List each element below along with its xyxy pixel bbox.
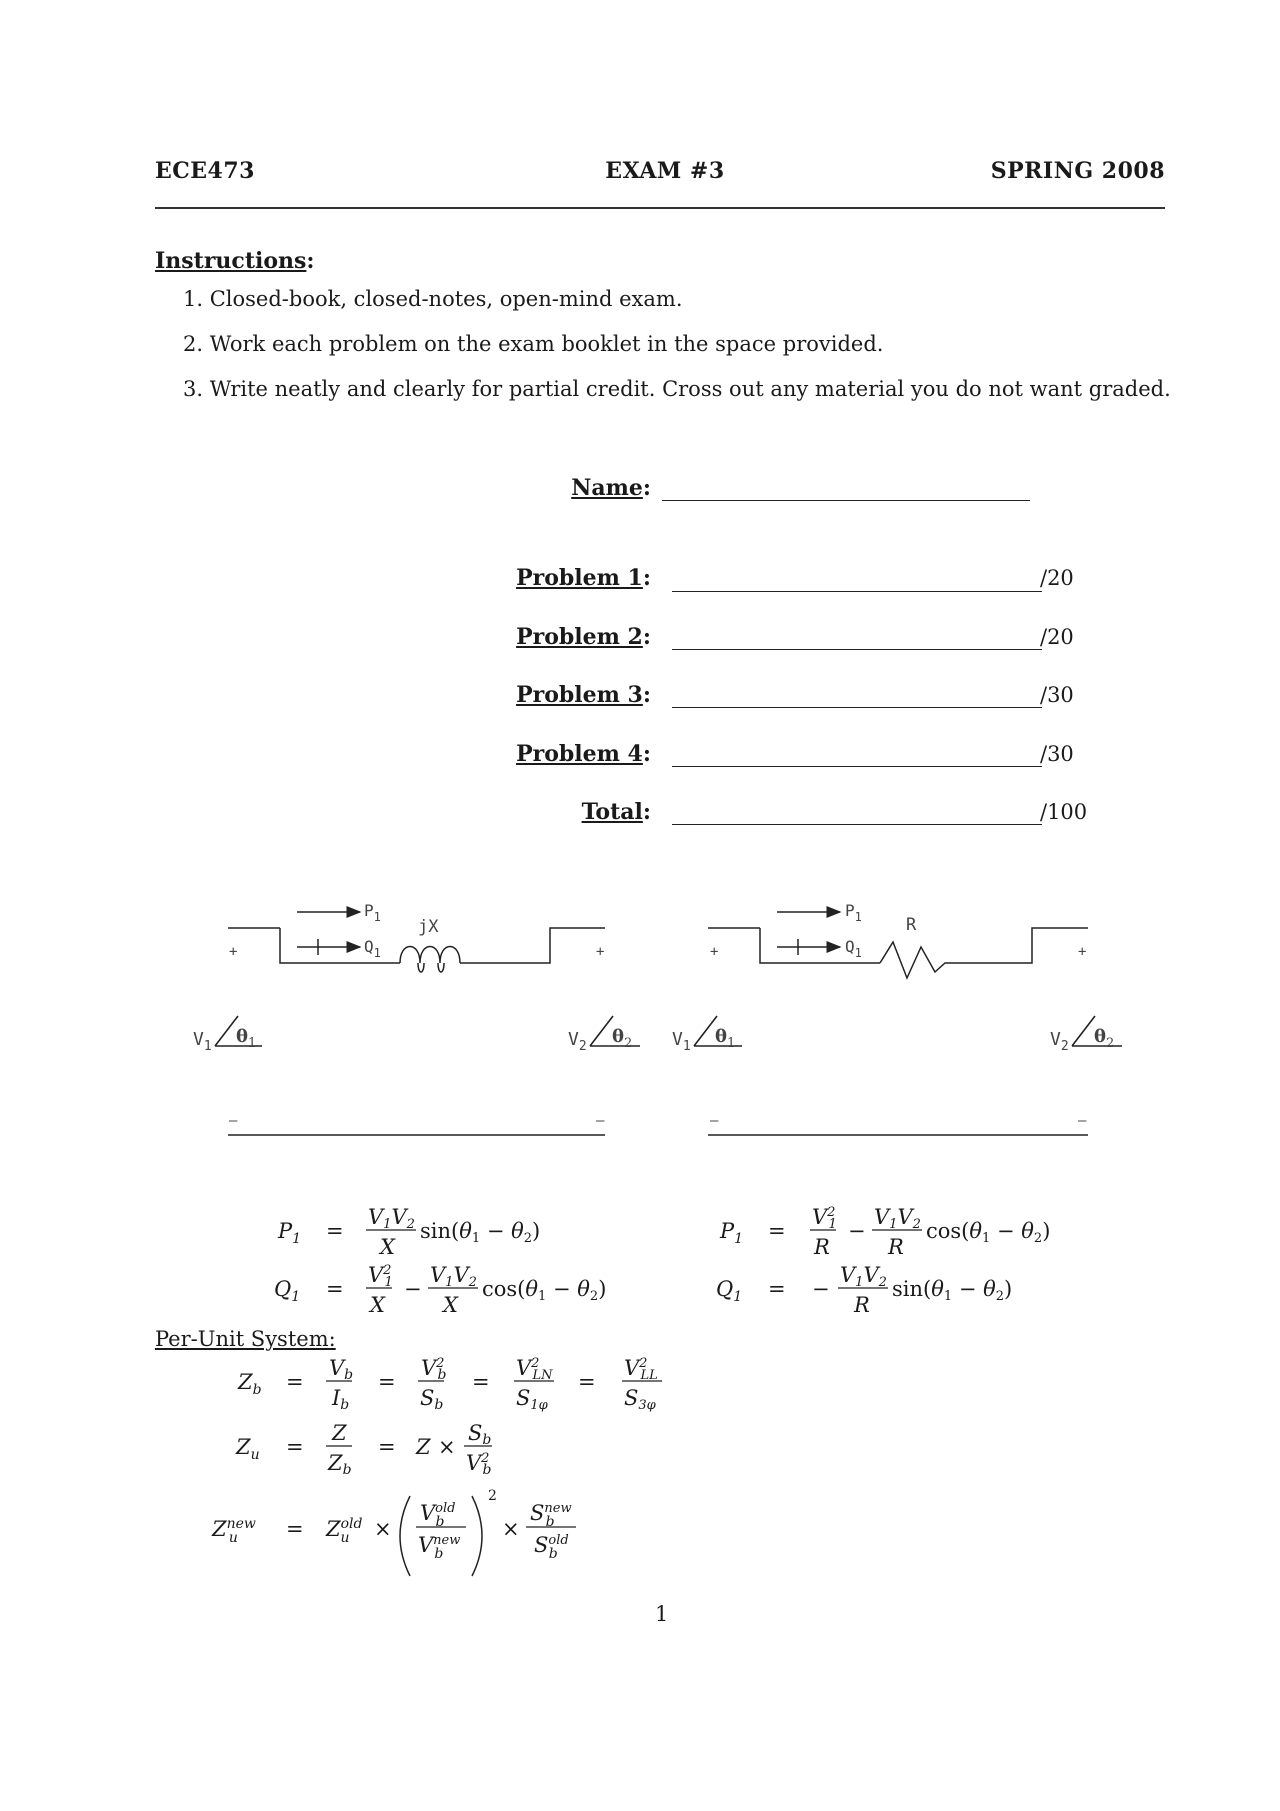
svg-text:Q1: $Q_1$ <box>274 1277 301 1305</box>
svg-text:Znewu: $Z^{new}$ u <box>212 1516 256 1546</box>
svg-text:sin(θ1 − θ2): sin(θ1 − θ2) <box>892 1277 1013 1304</box>
problem-4-max: /30 <box>1040 742 1074 766</box>
q1-label: $Q_1$ <box>845 937 862 960</box>
problem-2-label: Problem 2: <box>516 624 651 650</box>
problem-1-max: /20 <box>1040 566 1074 590</box>
svg-text:R: R <box>814 1235 830 1259</box>
svg-text:Zb: Zb <box>328 1451 352 1478</box>
svg-text:Sb: Sb <box>420 1386 444 1413</box>
name-label: Name: <box>571 475 651 501</box>
svg-text:V2LN: $V^2$ LN <box>516 1356 553 1383</box>
svg-text:Soldb: $S^{old}$ b <box>534 1533 569 1562</box>
svg-text:Zu: $Z_u$ <box>236 1435 260 1463</box>
per-unit-equations <box>0 1350 1280 1590</box>
svg-text:=: = <box>326 1277 344 1301</box>
problem-3-max: /30 <box>1040 683 1074 707</box>
svg-text:2: 2 <box>488 1488 497 1504</box>
svg-text:X: X <box>380 1235 395 1259</box>
exam-title: EXAM #3 <box>605 158 725 184</box>
svg-text:=: = <box>472 1370 490 1394</box>
total-label: Total: <box>581 799 651 825</box>
q1-label: $Q_1$ <box>364 937 381 960</box>
svg-text:V1V2: V1V2 <box>430 1263 477 1290</box>
svg-text:−: − <box>812 1277 830 1301</box>
svg-text:X: X <box>443 1293 458 1317</box>
svg-text:Snewb: $S^{new}$ b <box>530 1501 572 1530</box>
problem-1-label: Problem 1: <box>516 565 651 591</box>
course-code: ECE473 <box>155 158 255 184</box>
svg-text:×: × <box>438 1435 456 1459</box>
svg-text:Vnewb: $V^{new}$ b <box>418 1533 461 1562</box>
instruction-item: 1. Closed-book, closed-notes, open-mind exam. <box>183 287 683 311</box>
instructions-title: Instructions: <box>155 248 315 274</box>
v2-label: $V_2$ <box>568 1029 587 1054</box>
svg-text:×: × <box>502 1517 520 1541</box>
instruction-item: 2. Work each problem on the exam booklet in the space provided. <box>183 332 884 356</box>
svg-text:=: = <box>326 1219 344 1243</box>
instruction-item: 3. Write neatly and clearly for partial credit. Cross out any material you do not want graded. <box>183 377 1171 401</box>
svg-text:V21: $V^2$ 1 <box>812 1205 837 1232</box>
svg-text:V2b: $V^2$ b <box>421 1356 447 1383</box>
svg-text:X: X <box>370 1293 385 1317</box>
problem-2-max: /20 <box>1040 625 1074 649</box>
svg-text:cos(θ1 − θ2): cos(θ1 − θ2) <box>926 1219 1051 1246</box>
problem-1-score-field[interactable] <box>672 591 1042 592</box>
svg-text:Z: Z <box>416 1435 431 1459</box>
svg-text:=: = <box>378 1435 396 1459</box>
svg-text:V1V2: V1V2 <box>368 1205 415 1232</box>
v1-label: $V_1$ <box>193 1029 212 1054</box>
svg-text:Z: Z <box>332 1421 347 1445</box>
svg-text:=: = <box>286 1370 304 1394</box>
svg-text:×: × <box>374 1517 392 1541</box>
svg-text:R: R <box>888 1235 904 1259</box>
per-unit-title: Per-Unit System: <box>155 1327 336 1351</box>
svg-text:Q1: $Q_1$ <box>716 1277 743 1305</box>
power-flow-equations <box>0 1180 1280 1320</box>
svg-text:Ib: Ib <box>332 1386 350 1413</box>
svg-text:=: = <box>286 1517 304 1541</box>
problem-2-score-field[interactable] <box>672 649 1042 650</box>
problem-4-score-field[interactable] <box>672 766 1042 767</box>
svg-text:–: – <box>710 1113 719 1129</box>
header-rule <box>155 207 1165 209</box>
problem-4-label: Problem 4: <box>516 741 651 767</box>
problem-3-score-field[interactable] <box>672 707 1042 708</box>
svg-text:Zb: $Z_b$ <box>238 1370 262 1398</box>
circuit-diagrams <box>0 880 1280 1150</box>
svg-text:θ1: $\theta_1$ <box>715 1026 736 1051</box>
svg-text:+: + <box>229 944 238 960</box>
svg-text:θ1: $\theta_1$ <box>236 1026 257 1051</box>
svg-text:–: – <box>596 1113 605 1129</box>
svg-text:V1V2: V1V2 <box>874 1205 921 1232</box>
svg-text:cos(θ1 − θ2): cos(θ1 − θ2) <box>482 1277 607 1304</box>
reactance-label: jX <box>418 917 439 937</box>
svg-text:sin(θ1 − θ2): sin(θ1 − θ2) <box>420 1219 541 1246</box>
svg-text:=: = <box>768 1219 786 1243</box>
svg-text:V21: $V^2$ 1 <box>368 1263 393 1290</box>
name-field[interactable] <box>662 500 1030 501</box>
resistor-line-circuit <box>708 912 1088 1135</box>
svg-text:+: + <box>710 944 719 960</box>
svg-text:Vb: Vb <box>329 1356 354 1383</box>
svg-text:R: R <box>854 1293 870 1317</box>
svg-text:V2LL: $V^2$ LL <box>624 1356 658 1383</box>
svg-text:=: = <box>286 1435 304 1459</box>
svg-text:V1V2: V1V2 <box>840 1263 887 1290</box>
svg-text:Zoldu: $Z^{old}$ u <box>326 1516 363 1546</box>
svg-text:S1φ: S1φ <box>516 1386 548 1413</box>
problem-3-label: Problem 3: <box>516 682 651 708</box>
svg-text:θ2: $\theta_2$ <box>1094 1026 1115 1051</box>
svg-text:−: − <box>404 1277 422 1301</box>
svg-text:P1: $P_1$ <box>720 1219 744 1247</box>
svg-text:P1: $P_1$ <box>278 1219 302 1247</box>
svg-text:Voldb: $V^{old}$ b <box>420 1501 456 1530</box>
svg-text:=: = <box>378 1370 396 1394</box>
page-number: 1 <box>655 1602 669 1626</box>
svg-text:=: = <box>768 1277 786 1301</box>
inductor-line-circuit <box>228 912 605 1135</box>
svg-text:–: – <box>229 1113 238 1129</box>
svg-text:Sb: Sb <box>468 1421 492 1448</box>
svg-text:S3φ: S3φ <box>624 1386 656 1413</box>
resistance-label: R <box>906 915 917 935</box>
svg-text:=: = <box>578 1370 596 1394</box>
p1-label: $P_1$ <box>845 901 862 924</box>
svg-text:–: – <box>1078 1113 1087 1129</box>
v1-label: $V_1$ <box>672 1029 691 1054</box>
svg-text:V2b: $V^2$ b <box>466 1451 492 1478</box>
total-score-field[interactable] <box>672 824 1042 825</box>
p1-label: $P_1$ <box>364 901 381 924</box>
total-max: /100 <box>1040 800 1088 824</box>
exam-term: SPRING 2008 <box>990 158 1165 184</box>
svg-text:+: + <box>596 944 605 960</box>
svg-text:−: − <box>848 1219 866 1243</box>
svg-text:θ2: $\theta_2$ <box>612 1026 633 1051</box>
v2-label: $V_2$ <box>1050 1029 1069 1054</box>
svg-text:+: + <box>1078 944 1087 960</box>
